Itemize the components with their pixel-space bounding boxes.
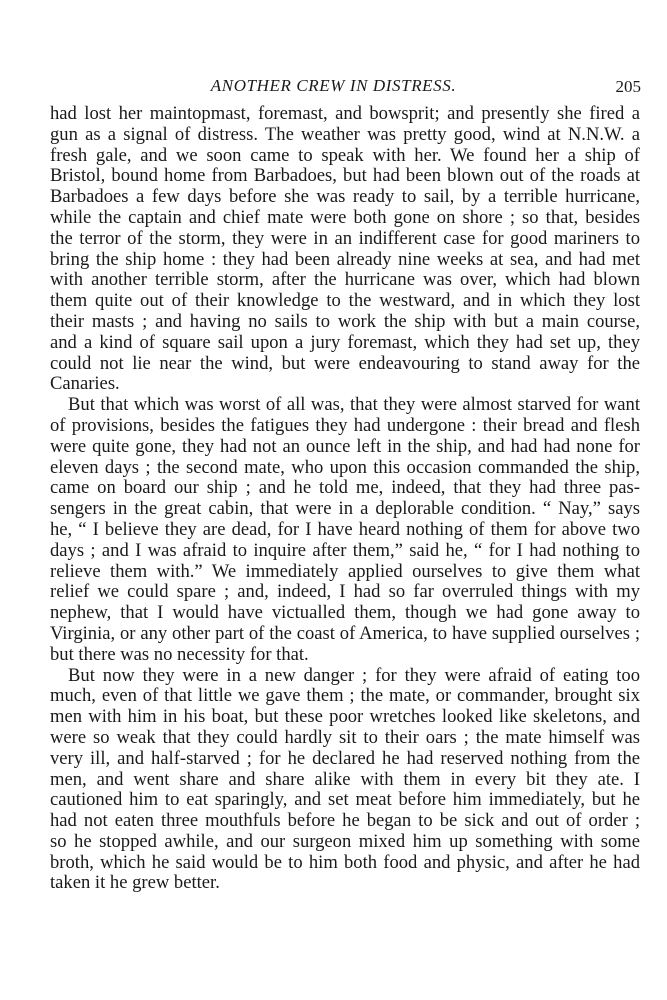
text-line: taken it he grew better. (50, 872, 220, 894)
text-line: cautioned him to eat sparingly, and set meat before him immediately, but he (50, 789, 640, 811)
text-line: with another terrible storm, after the hurricane was over, which had blown (50, 269, 640, 291)
paragraph (50, 666, 640, 895)
text-line: sengers in the great cabin, that were in a deplorable condition. “ Nay,” says (50, 498, 640, 520)
paragraph (50, 104, 640, 395)
text-line: bring the ship home : they had been already nine weeks at sea, and had met (50, 248, 640, 270)
text-line: had not eaten three mouthfuls before he began to be sick and out of order ; (50, 810, 640, 832)
text-line: them quite out of their knowledge to the westward, and in which they lost (50, 290, 640, 312)
text-line: came on board our ship ; and he told me, indeed, that they had three pas- (50, 477, 640, 499)
text-line: while the captain and chief mate were both gone on shore ; so that, besides (50, 206, 640, 228)
text-line: Barbadoes a few days before she was ready to sail, by a terrible hurricane, (50, 186, 640, 208)
text-line: so he stopped awhile, and our surgeon mixed him up something with some (50, 830, 640, 852)
text-line: but there was no necessity for that. (50, 643, 309, 665)
text-line: nephew, that I would have victualled them, though we had gone away to (50, 602, 640, 624)
text-line: had lost her maintopmast, foremast, and bowsprit; and presently she fired a (50, 103, 640, 124)
text-line: broth, which he said would be to him both food and physic, and after he had (50, 851, 640, 873)
text-line: the terror of the storm, they were in an indifferent case for good mariners to (50, 227, 640, 249)
text-line: of provisions, besides the fatigues they had undergone : their bread and flesh (50, 414, 640, 436)
text-line: gun as a signal of distress. The weather was pretty good, wind at N.N.W. a (50, 123, 640, 145)
text-line: eleven days ; the second mate, who upon this occasion commanded the ship, (50, 456, 640, 478)
text-line: Bristol, bound home from Barbadoes, but had been blown out of the roads at (50, 165, 640, 187)
text-line: much, even of that little we gave them ; the mate, or commander, brought six (50, 685, 640, 707)
text-line: relieve them with.” We immediately applied ourselves to give them what (50, 560, 640, 582)
text-line: relief we could spare ; and, indeed, I had so far overruled things with my (50, 581, 640, 603)
text-line: very ill, and half-starved ; for he declared he had reserved nothing from the (50, 747, 640, 769)
text-line: and a kind of square sail upon a jury foremast, which they had set up, they (50, 331, 640, 353)
text-line: he, “ I believe they are dead, for I have heard nothing of them for above two (50, 518, 640, 540)
body-text (50, 104, 640, 894)
text-line: men with him in his boat, but these poor wretches looked like skeletons, and (50, 706, 640, 728)
text-line: could not lie near the wind, but were endeavouring to stand away for the (50, 352, 640, 374)
text-line: But now they were in a new danger ; for they were afraid of eating too (68, 664, 640, 686)
text-line: fresh gale, and we soon came to speak with her. We found her a ship of (50, 144, 640, 166)
running-title: ANOTHER CREW IN DISTRESS. (210, 76, 457, 95)
text-line: Canaries. (50, 373, 120, 395)
text-line: were so weak that they could hardly sit to their oars ; the mate himself was (50, 726, 640, 748)
paragraph (50, 395, 640, 665)
running-header (0, 76, 667, 100)
text-line: their masts ; and having no sails to work the ship with but a main course, (50, 310, 640, 332)
text-line: men, and went share and share alike with them in every bit they ate. I (50, 768, 640, 790)
text-line: were quite gone, they had not an ounce left in the ship, and had had none for (50, 435, 640, 457)
text-line: Virginia, or any other part of the coast of America, to have supplied ourselves ; (50, 622, 640, 644)
text-line: days ; and I was afraid to inquire after them,” said he, “ for I had nothing to (50, 539, 640, 561)
text-line: But that which was worst of all was, that they were almost starved for want (68, 394, 640, 416)
page-number: 205 (615, 77, 641, 96)
